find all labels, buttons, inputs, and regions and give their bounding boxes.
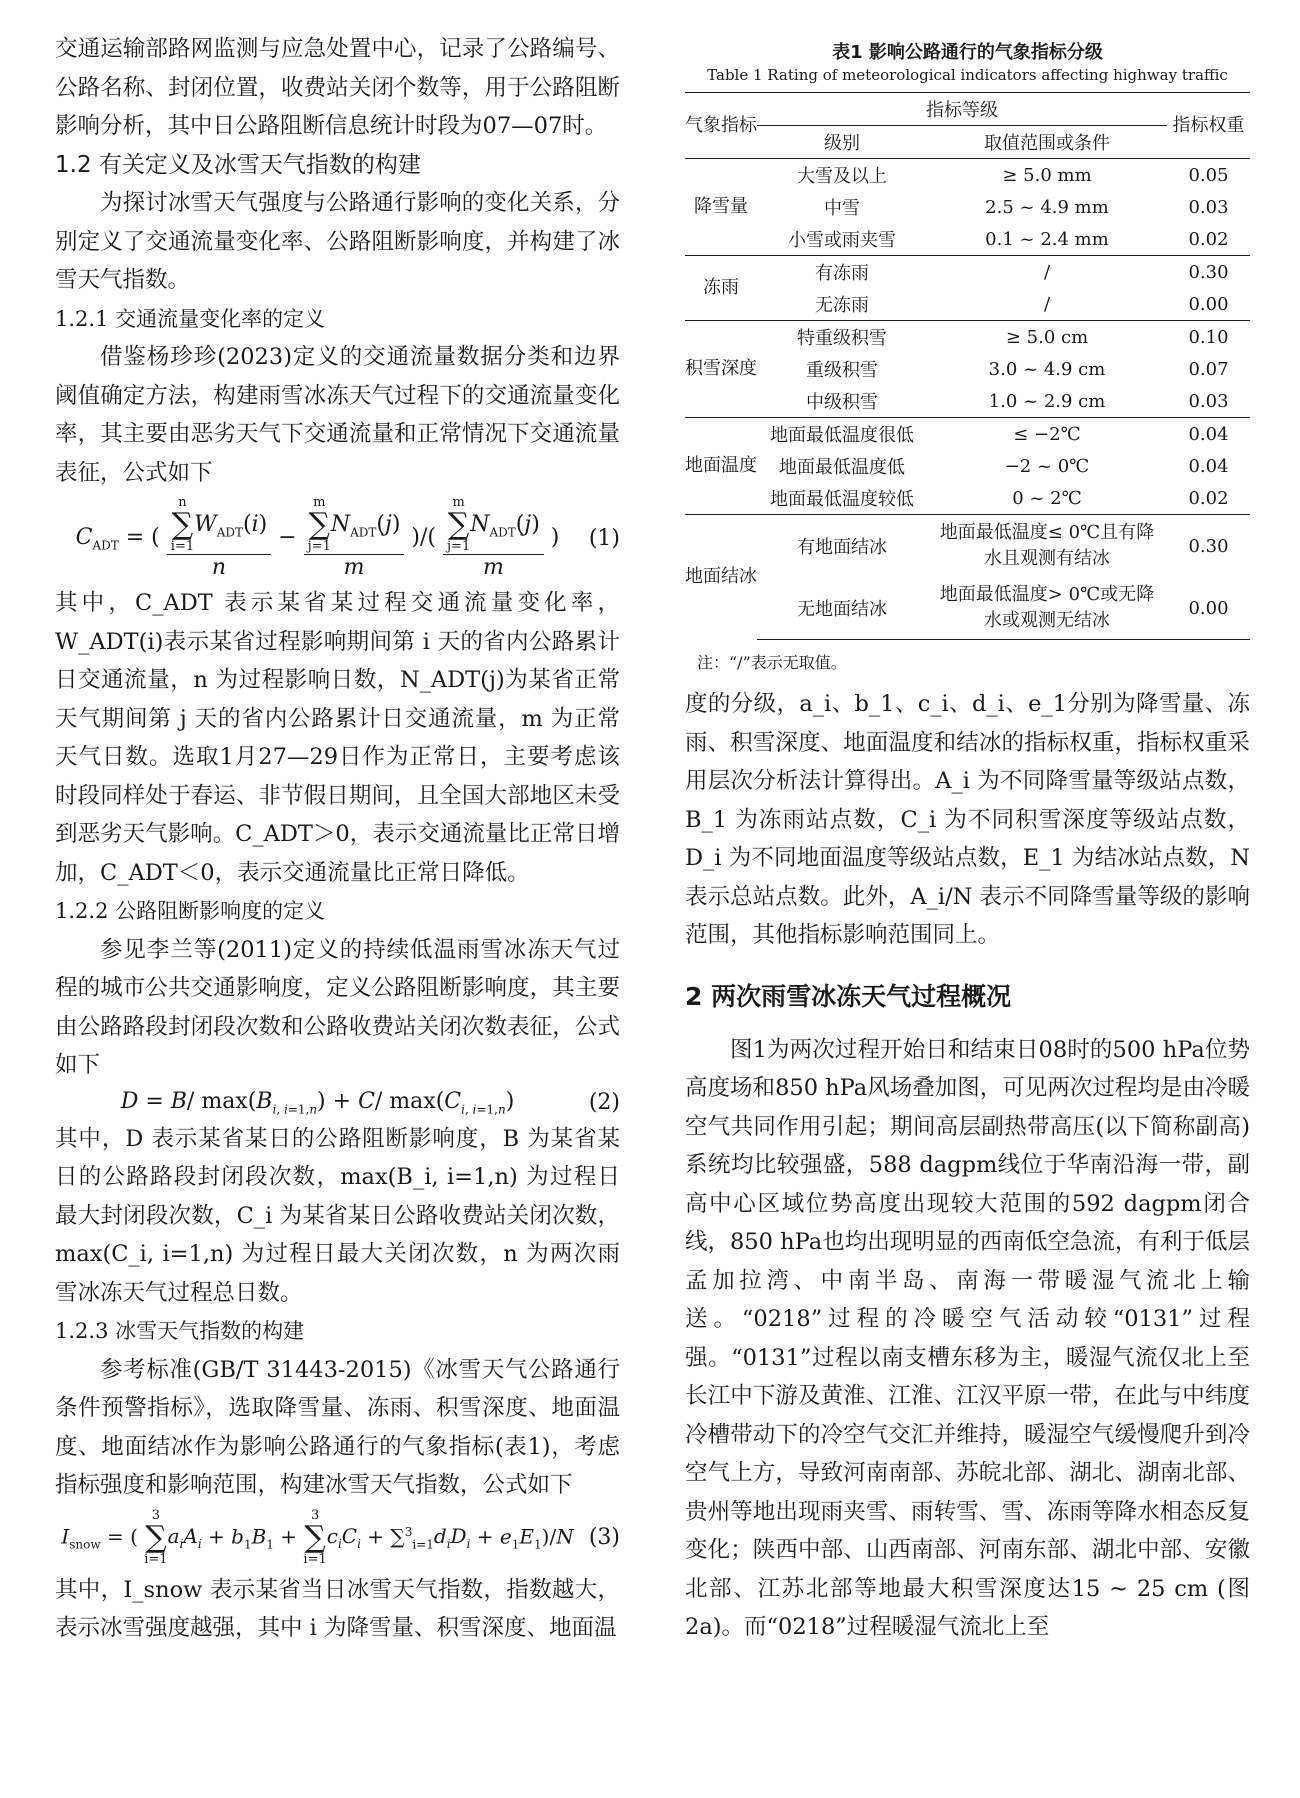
range-cell: −2 ~ 0℃ [1004,455,1090,477]
range-cell: / [927,256,1167,289]
level-cell: 地面最低温度低 [779,457,905,478]
paragraph: 参考标准(GB/T 31443-2015)《冰雪天气公路通行条件预警指标》，选取降雪量、冻雨、积雪深度、地面温度、地面结冰作为影响公路通行的气象指标(表1)，考虑指标强度和影响范围，构建冰雪天气指数，公式如下 [55,1356,620,1499]
weight-cell: 0.30 [1167,256,1250,289]
subsection-heading-1-2-2: 1.2.2 公路阻断影响度的定义 [55,899,326,923]
table-row [685,191,1250,223]
indicator-name: 积雪深度 [685,321,757,418]
section-heading-1-2: 1.2 有关定义及冰雪天气指数的构建 [55,151,421,178]
level-cell: 地面最低温度较低 [770,489,914,510]
header-grade: 指标等级 [757,93,1167,126]
equation-number: (2) [588,1089,620,1115]
range-cell: 3.0 ~ 4.9 cm [988,358,1106,380]
range-cell: 地面最低温度> 0℃或无降水或观测无结冰 [927,577,1167,640]
header-level: 级别 [824,133,860,154]
paragraph: 其中，C_ADT 表示某省某过程交通流量变化率，W_ADT(i)表示某省过程影响期间第 i 天的省内公路累计日交通流量，n 为过程影响日数，N_ADT(j)为某省正常天气期间第 j 天的省内公路累计日交通流量，m 为正常天气日数。选取1月27—29日作为正常日，主要考虑该时段同样处于春运、非节假日期间，且全国大部地区未受到恶劣天气影响。C_ADT＞0，表示交通流量比正常日增加，C_ADT＜0，表示交通流量比正常日降低。 [55,590,620,886]
table-body [685,159,1250,640]
range-cell: ≥ 5.0 mm [927,159,1167,192]
table-row [685,159,1250,192]
table-caption-en: Table 1 Rating of meteorological indicators affecting highway traffic [707,66,1228,84]
weight-cell: 0.02 [1188,228,1229,250]
range-cell: ≤ −2℃ [927,418,1167,451]
subsection-heading-1-2-3: 1.2.3 冰雪天气指数的构建 [55,1319,305,1344]
weight-cell: 0.10 [1167,321,1250,354]
table-row [685,223,1250,256]
range-cell: 0.1 ~ 2.4 mm [985,228,1109,250]
weight-cell: 0.02 [1188,487,1229,509]
weight-cell: 0.00 [1188,293,1229,315]
level-cell: 中级积雪 [806,392,878,413]
header-indicator: 气象指标 [685,93,757,159]
weight-cell: 0.04 [1188,455,1229,477]
header-range: 取值范围或条件 [984,133,1110,154]
level-cell: 无地面结冰 [757,577,927,640]
level-cell: 特重级积雪 [757,321,927,354]
weight-cell: 0.05 [1167,159,1250,192]
range-cell: 0 ~ 2℃ [1012,487,1082,509]
paragraph: 度的分级，a_i、b_1、c_i、d_i、e_1分别为降雪量、冻雨、积雪深度、地面温度和结冰的指标权重，指标权重采用层次分析法计算得出。A_i 为不同降雪量等级站点数，B_1 为冻雨站点数，C_i 为不同积雪深度等级站点数，D_i 为不同地面温度等级站点数，E_1 为结冰站点数，N 表示总站点数。此外，A_i/N 表示不同降雪量等级的影响范围，其他指标影响范围同上。 [685,691,1250,948]
left-column [55,30,620,1648]
equation-1: $C_{ADT}$ = ( n ∑ i=1 $W_{ADT}(i)$ n − m ∑ j=1 $N_{ADT}(j)$ m )/( m ∑ j=1 $N_{ADT}(j)$ m ) (1) [75,495,620,580]
weight-cell: 0.00 [1167,577,1250,640]
level-cell: 重级积雪 [806,360,878,381]
equation-2: D = B/ $\max(B_{i, i=1,n}) + C/$ $\max(C_{i, i=1,n})$ (2) [120,1088,620,1116]
table-note: 注：“/”表示无取值。 [697,653,847,672]
header-weight: 指标权重 [1167,93,1250,159]
table-row [685,418,1250,451]
equation-number: (1) [588,525,620,551]
table-caption-cn: 表1 影响公路通行的气象指标分级 [832,42,1103,63]
paragraph: 交通运输部路网监测与应急处置中心，记录了公路编号、公路名称、封闭位置，收费站关闭个数等，用于公路阻断影响分析，其中日公路阻断信息统计时段为07—07时。 [55,36,620,139]
table-row [685,256,1250,289]
table-1 [685,92,1250,640]
level-cell: 有冻雨 [757,256,927,289]
paragraph: 参见李兰等(2011)定义的持续低温雨雪冰冻天气过程的城市公共交通影响度，定义公路阻断影响度，其主要由公路路段封闭段次数和公路收费站关闭次数表征，公式如下 [55,936,620,1078]
weight-cell: 0.30 [1167,515,1250,578]
weight-cell: 0.04 [1167,418,1250,451]
weight-cell: 0.03 [1188,390,1229,412]
section-heading-2: 2 两次雨雪冰冻天气过程概况 [685,981,1012,1011]
paragraph: 为探讨冰雪天气强度与公路通行影响的变化关系，分别定义了交通流量变化率、公路阻断影响度，并构建了冰雪天气指数。 [55,190,620,293]
subsection-heading-1-2-1: 1.2.1 交通流量变化率的定义 [55,306,326,331]
table-row [685,482,1250,515]
indicator-name: 地面结冰 [685,515,757,640]
paragraph: 其中，D 表示某省某日的公路阻断影响度，B 为某省某日的公路路段封闭段次数，max(B_i, i=1,n) 为过程日最大封闭段次数，C_i 为某省某日公路收费站关闭次数，max(C_i, i=1,n) 为过程日最大关闭次数，n 为两次雨雪冰冻天气过程总日数。 [55,1125,620,1306]
range-cell: 2.5 ~ 4.9 mm [985,196,1109,218]
level-cell: 大雪及以上 [757,159,927,192]
right-column [685,30,1250,1647]
range-cell: ≥ 5.0 cm [927,321,1167,354]
table-row [685,577,1250,640]
weight-cell: 0.03 [1188,196,1229,218]
paragraph: 图1为两次过程开始日和结束日08时的500 hPa位势高度场和850 hPa风场叠加图，可见两次过程均是由冷暖空气共同作用引起；期间高层副热带高压(以下简称副高)系统均比较强盛，588 dagpm线位于华南沿海一带，副高中心区域位势高度出现较大范围的592 dagpm闭合线，850 hPa也均出现明显的西南低空急流，有利于低层孟加拉湾、中南半岛、南海一带暖湿气流北上输送。“0218”过程的冷暖空气活动较“0131”过程强。“0131”过程以南支槽东移为主，暖湿气流仅北上至长江中下游及黄淮、江淮、江汉平原一带，在此与中纬度冷槽带动下的冷空气交汇并维持，暖湿空气缓慢爬升到冷空气上方，导致河南南部、苏皖北部、湖北、湖南北部、贵州等地出现雨夹雪、雨转雪、雪、冻雨等降水相态反复变化；陕西中部、山西南部、河南东部、湖北中部、安徽北部、江苏北部等地最大积雪深度达15 ~ 25 cm (图2a)。而“0218”过程暖湿气流北上至 [685,1036,1250,1640]
paragraph: 借鉴杨珍珍(2023)定义的交通流量数据分类和边界阈值确定方法，构建雨雪冰冻天气过程下的交通流量变化率，其主要由恶劣天气下交通流量和正常情况下交通流量表征，公式如下 [55,344,620,486]
table-row [685,353,1250,385]
table-row [685,515,1250,578]
level-cell: 地面最低温度很低 [757,418,927,451]
level-cell: 无冻雨 [815,295,869,316]
level-cell: 有地面结冰 [757,515,927,578]
level-cell: 小雪或雨夹雪 [788,230,896,251]
level-cell: 中雪 [824,198,860,219]
range-cell: 地面最低温度≤ 0℃且有降水且观测有结冰 [927,515,1167,578]
indicator-name: 降雪量 [685,159,757,256]
range-cell: / [1043,293,1051,315]
paragraph: 其中，I_snow 表示某省当日冰雪天气指数，指数越大，表示冰雪强度越强，其中 i 为降雪量、积雪深度、地面温 [55,1576,620,1642]
indicator-name: 冻雨 [685,256,757,321]
range-cell: 1.0 ~ 2.9 cm [988,390,1106,412]
table-row [685,321,1250,354]
table-row [685,288,1250,321]
equation-number: (3) [588,1525,620,1551]
table-row [685,385,1250,418]
equation-3: $I_{snow}$ = ( 3 ∑ i=1 $a_iA_i + b_1B_1$ + 3 ∑ i=1 $c_iC_i + \sum^3_{i=1}d_iD_i + e_1E_1)/N$ (3) [61,1507,620,1567]
indicator-name: 地面温度 [685,418,757,515]
weight-cell: 0.07 [1188,358,1229,380]
table-row [685,450,1250,482]
